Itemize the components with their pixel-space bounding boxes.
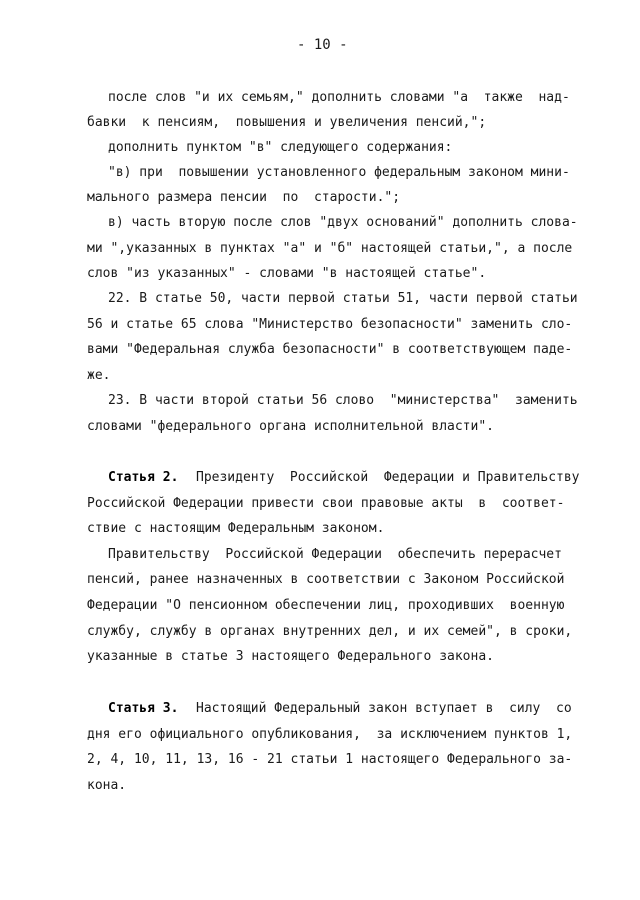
- text-line: Президенту Российской Федерации и Правительству: [196, 470, 580, 485]
- text-line: службу, службу в органах внутренних дел, и их семей", в сроки,: [87, 624, 573, 639]
- text-line: 2, 4, 10, 11, 13, 16 - 21 статьи 1 настоящего Федерального за-: [87, 752, 573, 767]
- text-line: указанные в статье 3 настоящего Федерального закона.: [87, 649, 494, 664]
- text-line: 23. В части второй статьи 56 слово "министерства" заменить: [108, 393, 578, 408]
- text-line: словами "федерального органа исполнительной власти".: [87, 419, 494, 434]
- text-line: 56 и статье 65 слова "Министерство безопасности" заменить сло-: [87, 317, 573, 332]
- page-number: - 10 -: [297, 37, 348, 53]
- text-line: ми ",указанных в пунктах "а" и "б" настоящей статьи,", а после: [87, 241, 573, 256]
- text-line: дня его официального опубликования, за исключением пунктов 1,: [87, 727, 573, 742]
- text-line: 22. В статье 50, части первой статьи 51, части первой статьи: [108, 291, 578, 306]
- text-line: же.: [87, 368, 111, 383]
- text-line: ствие с настоящим Федеральным законом.: [87, 521, 385, 536]
- text-line: после слов "и их семьям," дополнить словами "а также над-: [108, 90, 570, 105]
- text-line: Российской Федерации привести свои правовые акты в соответ-: [87, 496, 565, 511]
- text-line: пенсий, ранее назначенных в соответствии с Законом Российской: [87, 572, 565, 587]
- text-line: бавки к пенсиям, повышения и увеличения пенсий,";: [87, 115, 487, 130]
- text-line: мального размера пенсии по старости.";: [87, 190, 401, 205]
- text-line: "в) при повышении установленного федеральным законом мини-: [108, 165, 570, 180]
- article-2-heading: Статья 2.: [108, 470, 179, 485]
- text-line: в) часть вторую после слов "двух оснований" дополнить слова-: [108, 215, 578, 230]
- text-line: Настоящий Федеральный закон вступает в силу со: [196, 701, 572, 716]
- text-line: слов "из указанных" - словами "в настоящей статье".: [87, 266, 487, 281]
- text-line: Федерации "О пенсионном обеспечении лиц, проходивших военную: [87, 598, 565, 613]
- text-line: дополнить пунктом "в" следующего содержания:: [108, 140, 453, 155]
- article-3-heading: Статья 3.: [108, 701, 179, 716]
- text-line: Правительству Российской Федерации обеспечить перерасчет: [108, 547, 562, 562]
- text-line: вами "Федеральная служба безопасности" в соответствующем паде-: [87, 342, 573, 357]
- text-line: кона.: [87, 778, 127, 793]
